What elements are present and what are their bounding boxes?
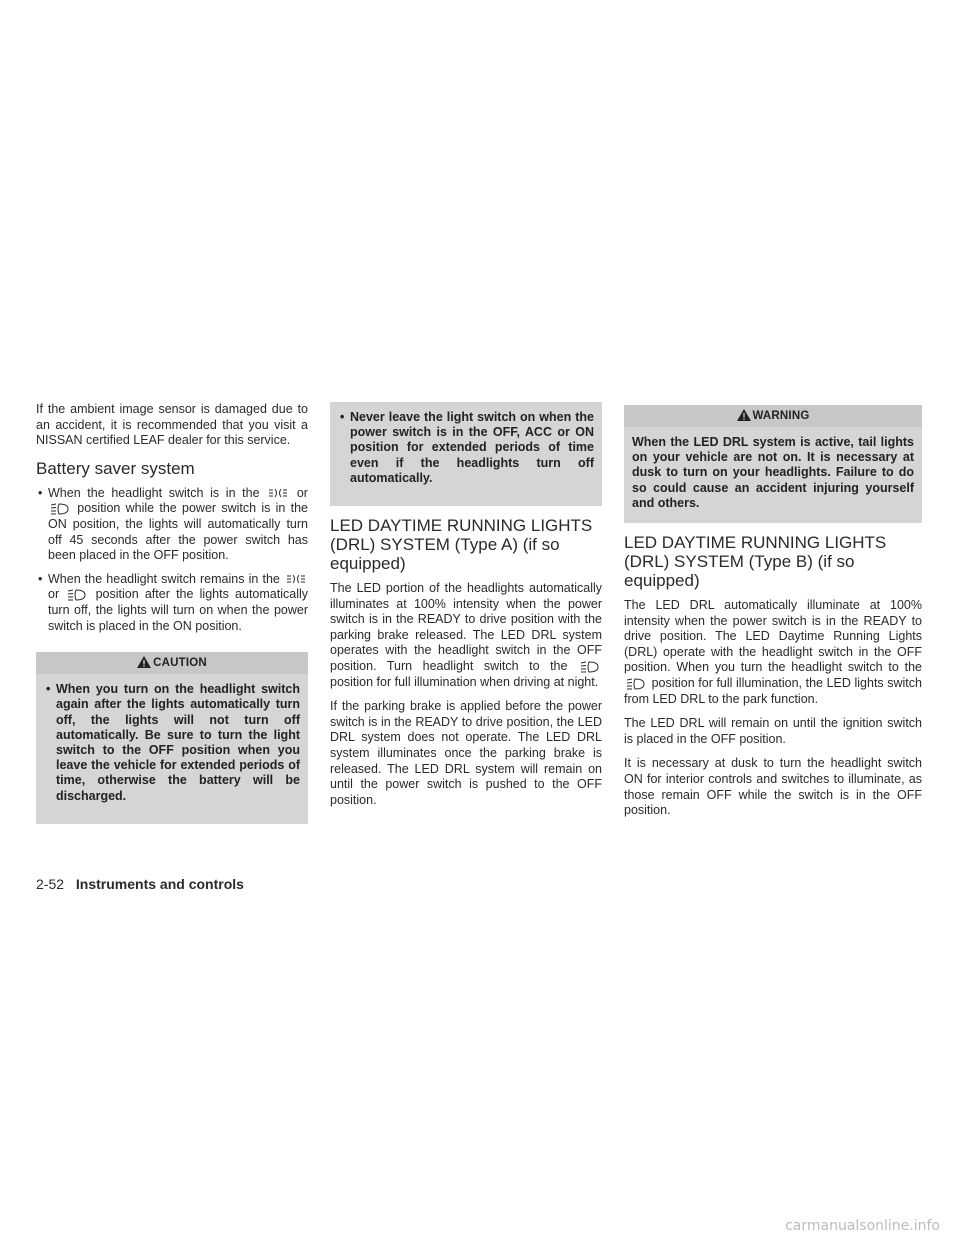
headlight-icon bbox=[68, 589, 86, 601]
bullet1-text-a: When the headlight switch is in the bbox=[48, 485, 260, 500]
column-right bbox=[624, 402, 922, 828]
drl-b-paragraph-3: It is necessary at dusk to turn the headlight switch ON for interior controls and switches to illuminate, as those remain OFF while the switch is in the OFF position. bbox=[624, 756, 922, 818]
section-title: Instruments and controls bbox=[75, 876, 244, 892]
caution-item: • When you turn on the headlight switch again after the lights automatically turn off, the lights will not turn off automatically. Be sure to turn the light switch to the OFF position when you leave the vehicle for extended periods of time, otherwise the battery will be discharged. bbox=[44, 682, 300, 804]
parking-lights-icon bbox=[269, 488, 287, 498]
caution-body bbox=[36, 674, 308, 804]
warning-label: WARNING bbox=[752, 410, 810, 422]
drl-type-b-heading: LED DAYTIME RUNNING LIGHTS (DRL) SYSTEM (Type B) (if so equipped) bbox=[624, 533, 887, 591]
warning-triangle-icon bbox=[737, 409, 751, 424]
watermark: carmanualsonline.info bbox=[785, 1218, 940, 1234]
drl-a-paragraph-2: If the parking brake is applied before the power switch is in the READY to drive position, the LED DRL system does not operate. The LED DRL system illuminates once the parking brake is released. The LED DRL system will remain on until the power switch is pushed to the OFF position. bbox=[330, 699, 602, 807]
para1-text-a: The LED portion of the headlights automatically illuminates at 100% intensity when the power switch is in the READY to drive position with the parking brake released. The LED DRL system operates with the headlight switch in the OFF position. Turn headlight switch to the bbox=[330, 581, 602, 673]
warning-triangle-icon bbox=[137, 656, 151, 671]
column-middle bbox=[330, 402, 602, 817]
bullet1-text-b: or bbox=[296, 485, 308, 500]
warning-body bbox=[624, 427, 922, 511]
caution-label: CAUTION bbox=[153, 657, 207, 670]
intro-paragraph: If the ambient image sensor is damaged due to an accident, it is recommended that you visit a NISSAN certified LEAF dealer for this service. bbox=[36, 402, 308, 448]
bullet2-text-a: When the headlight switch remains in the bbox=[48, 571, 280, 586]
bullet1-text-c: position while the power switch is in the ON position, the lights will automatically turn off 45 seconds after the power switch has been placed in the OFF position. bbox=[48, 501, 308, 563]
battery-saver-heading: Battery saver system bbox=[36, 458, 195, 478]
headlight-icon bbox=[51, 503, 69, 515]
caution-header bbox=[36, 652, 308, 674]
headlight-icon bbox=[581, 661, 599, 673]
drl-b-paragraph-2: The LED DRL will remain on until the ignition switch is placed in the OFF position. bbox=[624, 716, 922, 746]
drl-type-a-heading: LED DAYTIME RUNNING LIGHTS (DRL) SYSTEM (Type A) (if so equipped) bbox=[330, 516, 593, 574]
caution-box bbox=[36, 652, 308, 824]
page-number: 2-52 bbox=[36, 876, 65, 892]
battery-saver-list bbox=[36, 486, 308, 634]
caution-item: • Never leave the light switch on when the power switch is in the OFF, ACC or ON position for extended periods of time even if the headlights turn off automatically. bbox=[338, 410, 594, 486]
para1-text-b: position for full illumination, the LED lights switch from LED DRL to the park function. bbox=[624, 675, 922, 706]
para1-text-b: position for full illumination when driving at night. bbox=[330, 674, 599, 689]
drl-a-paragraph-1 bbox=[330, 581, 602, 690]
warning-text: When the LED DRL system is active, tail lights on your vehicle are not on. It is necessary at dusk to turn on your headlights. Failure to do so could cause an accident injuring yourself and others. bbox=[632, 435, 914, 510]
list-item bbox=[36, 572, 308, 634]
parking-lights-icon bbox=[287, 574, 305, 584]
bullet2-text-c: position after the lights automatically turn off, the lights will turn on when the power switch is placed in the ON position. bbox=[48, 587, 308, 633]
column-left bbox=[36, 402, 308, 834]
warning-header bbox=[624, 405, 922, 427]
warning-box bbox=[624, 405, 922, 523]
caution-box-continued bbox=[330, 402, 602, 506]
headlight-icon bbox=[627, 678, 645, 690]
drl-b-paragraph-1 bbox=[624, 598, 922, 707]
para1-text-a: The LED DRL automatically illuminate at 100% intensity when the power switch is in the READY to drive position. The LED Daytime Running Lights (DRL) operate with the headlight switch in the OFF position. When you turn the headlight switch to the bbox=[624, 598, 922, 675]
page-footer bbox=[36, 876, 244, 892]
list-item bbox=[36, 486, 308, 564]
bullet2-text-b: or bbox=[48, 587, 60, 602]
